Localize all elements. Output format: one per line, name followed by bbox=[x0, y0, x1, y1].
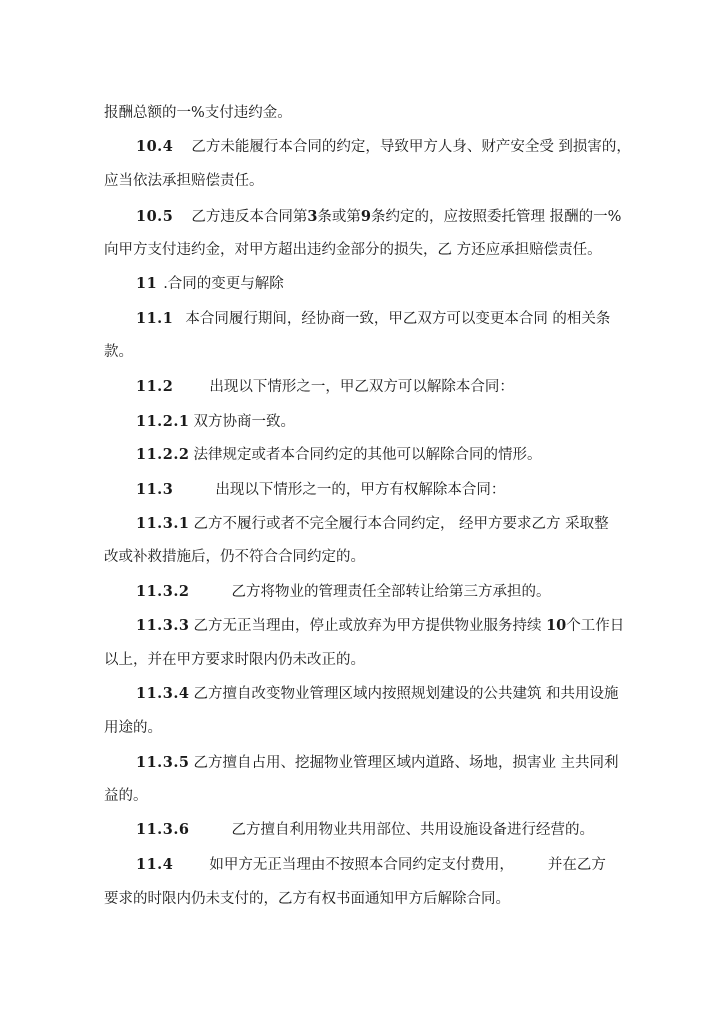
text-line: 款。 bbox=[104, 344, 133, 360]
clause-11-3 bbox=[136, 480, 656, 500]
clause-ref-number: 9 bbox=[360, 208, 372, 225]
clause-text: 个工作日 bbox=[566, 618, 625, 634]
text-line: 向甲方支付违约金，对甲方超出违约金部分的损失，乙 方还应承担赔偿责任。 bbox=[104, 242, 602, 258]
clause-10-4 bbox=[136, 137, 656, 157]
clause-number: 10.5 bbox=[136, 208, 174, 225]
clause-text: 乙方未能履行本合同的约定，导致甲方人身、财产安全受 到损害的， bbox=[191, 139, 631, 155]
clause-text: 乙方擅自利用物业共用部位、共用设施设备进行经营的。 bbox=[231, 822, 594, 838]
text-line: 改或补救措施后，仍不符合合同约定的。 bbox=[104, 549, 365, 565]
clause-ref-number: 10 bbox=[546, 617, 567, 634]
text-line: 用途的。 bbox=[104, 720, 162, 736]
section-11-heading bbox=[136, 274, 656, 294]
section-title: .合同的变更与解除 bbox=[163, 276, 284, 292]
text-line: 益的。 bbox=[104, 788, 148, 804]
clause-10-5 bbox=[136, 207, 656, 227]
clause-ref-number: 3 bbox=[307, 208, 318, 225]
clause-text: 双方协商一致。 bbox=[193, 414, 295, 430]
clause-number: 11.3.6 bbox=[136, 821, 190, 838]
text-line: 以上，并在甲方要求时限内仍未改正的。 bbox=[104, 652, 365, 668]
clause-text: 乙方不履行或者不完全履行本合同约定， 经甲方要求乙方 采取整 bbox=[193, 516, 609, 532]
clause-text: 出现以下情形之一，甲乙双方可以解除本合同： bbox=[209, 379, 514, 395]
clause-11-3-1 bbox=[136, 514, 656, 534]
clause-text: 本合同履行期间，经协商一致，甲乙双方可以变更本合同 的相关条 bbox=[185, 311, 611, 327]
clause-number: 11.3.2 bbox=[136, 583, 190, 600]
clause-text: 乙方擅自改变物业管理区域内按照规划建设的公共建筑 和共用设施 bbox=[193, 686, 619, 702]
clause-11-3-5 bbox=[136, 753, 656, 773]
clause-11-2-2 bbox=[136, 445, 656, 465]
clause-11-4 bbox=[136, 855, 656, 875]
clause-number: 11.3.1 bbox=[136, 515, 190, 532]
clause-text: 如甲方无正当理由不按照本合同约定支付费用， bbox=[209, 857, 514, 873]
clause-number: 11.2 bbox=[136, 378, 174, 395]
clause-text: 条约定的，应按照委托管理 报酬的一% bbox=[371, 209, 622, 225]
clause-11-3-4 bbox=[136, 684, 656, 704]
clause-11-1 bbox=[136, 309, 656, 329]
clause-11-3-2 bbox=[136, 582, 656, 602]
clause-text: 乙方无正当理由，停止或放弃为甲方提供物业服务持续 bbox=[193, 618, 547, 634]
clause-text: 乙方违反本合同第 bbox=[191, 209, 308, 225]
clause-11-3-6 bbox=[136, 820, 656, 840]
text-line: 要求的时限内仍未支付的，乙方有权书面通知甲方后解除合同。 bbox=[104, 891, 510, 907]
clause-text: 出现以下情形之一的，甲方有权解除本合同： bbox=[215, 482, 506, 498]
section-number: 11 bbox=[136, 275, 158, 292]
clause-text: 条或第 bbox=[317, 209, 361, 225]
clause-number: 10.4 bbox=[136, 138, 174, 155]
clause-11-2-1 bbox=[136, 412, 656, 432]
clause-number: 11.4 bbox=[136, 856, 174, 873]
clause-number: 11.2.1 bbox=[136, 413, 190, 430]
clause-text: 乙方将物业的管理责任全部转让给第三方承担的。 bbox=[231, 584, 551, 600]
clause-number: 11.3.4 bbox=[136, 685, 190, 702]
clause-text: 法律规定或者本合同约定的其他可以解除合同的情形。 bbox=[193, 447, 542, 463]
text-line: 报酬总额的一%支付违约金。 bbox=[104, 105, 292, 121]
clause-number: 11.1 bbox=[136, 310, 174, 327]
clause-number: 11.2.2 bbox=[136, 446, 190, 463]
clause-text: 乙方擅自占用、挖掘物业管理区域内道路、场地，损害业 主共同利 bbox=[193, 755, 619, 771]
clause-11-3-3 bbox=[136, 616, 656, 636]
clause-number: 11.3 bbox=[136, 481, 174, 498]
clause-number: 11.3.5 bbox=[136, 754, 190, 771]
clause-number: 11.3.3 bbox=[136, 617, 190, 634]
text-line: 应当依法承担赔偿责任。 bbox=[104, 173, 264, 189]
clause-11-2 bbox=[136, 377, 656, 397]
clause-text: 并在乙方 bbox=[547, 857, 606, 873]
